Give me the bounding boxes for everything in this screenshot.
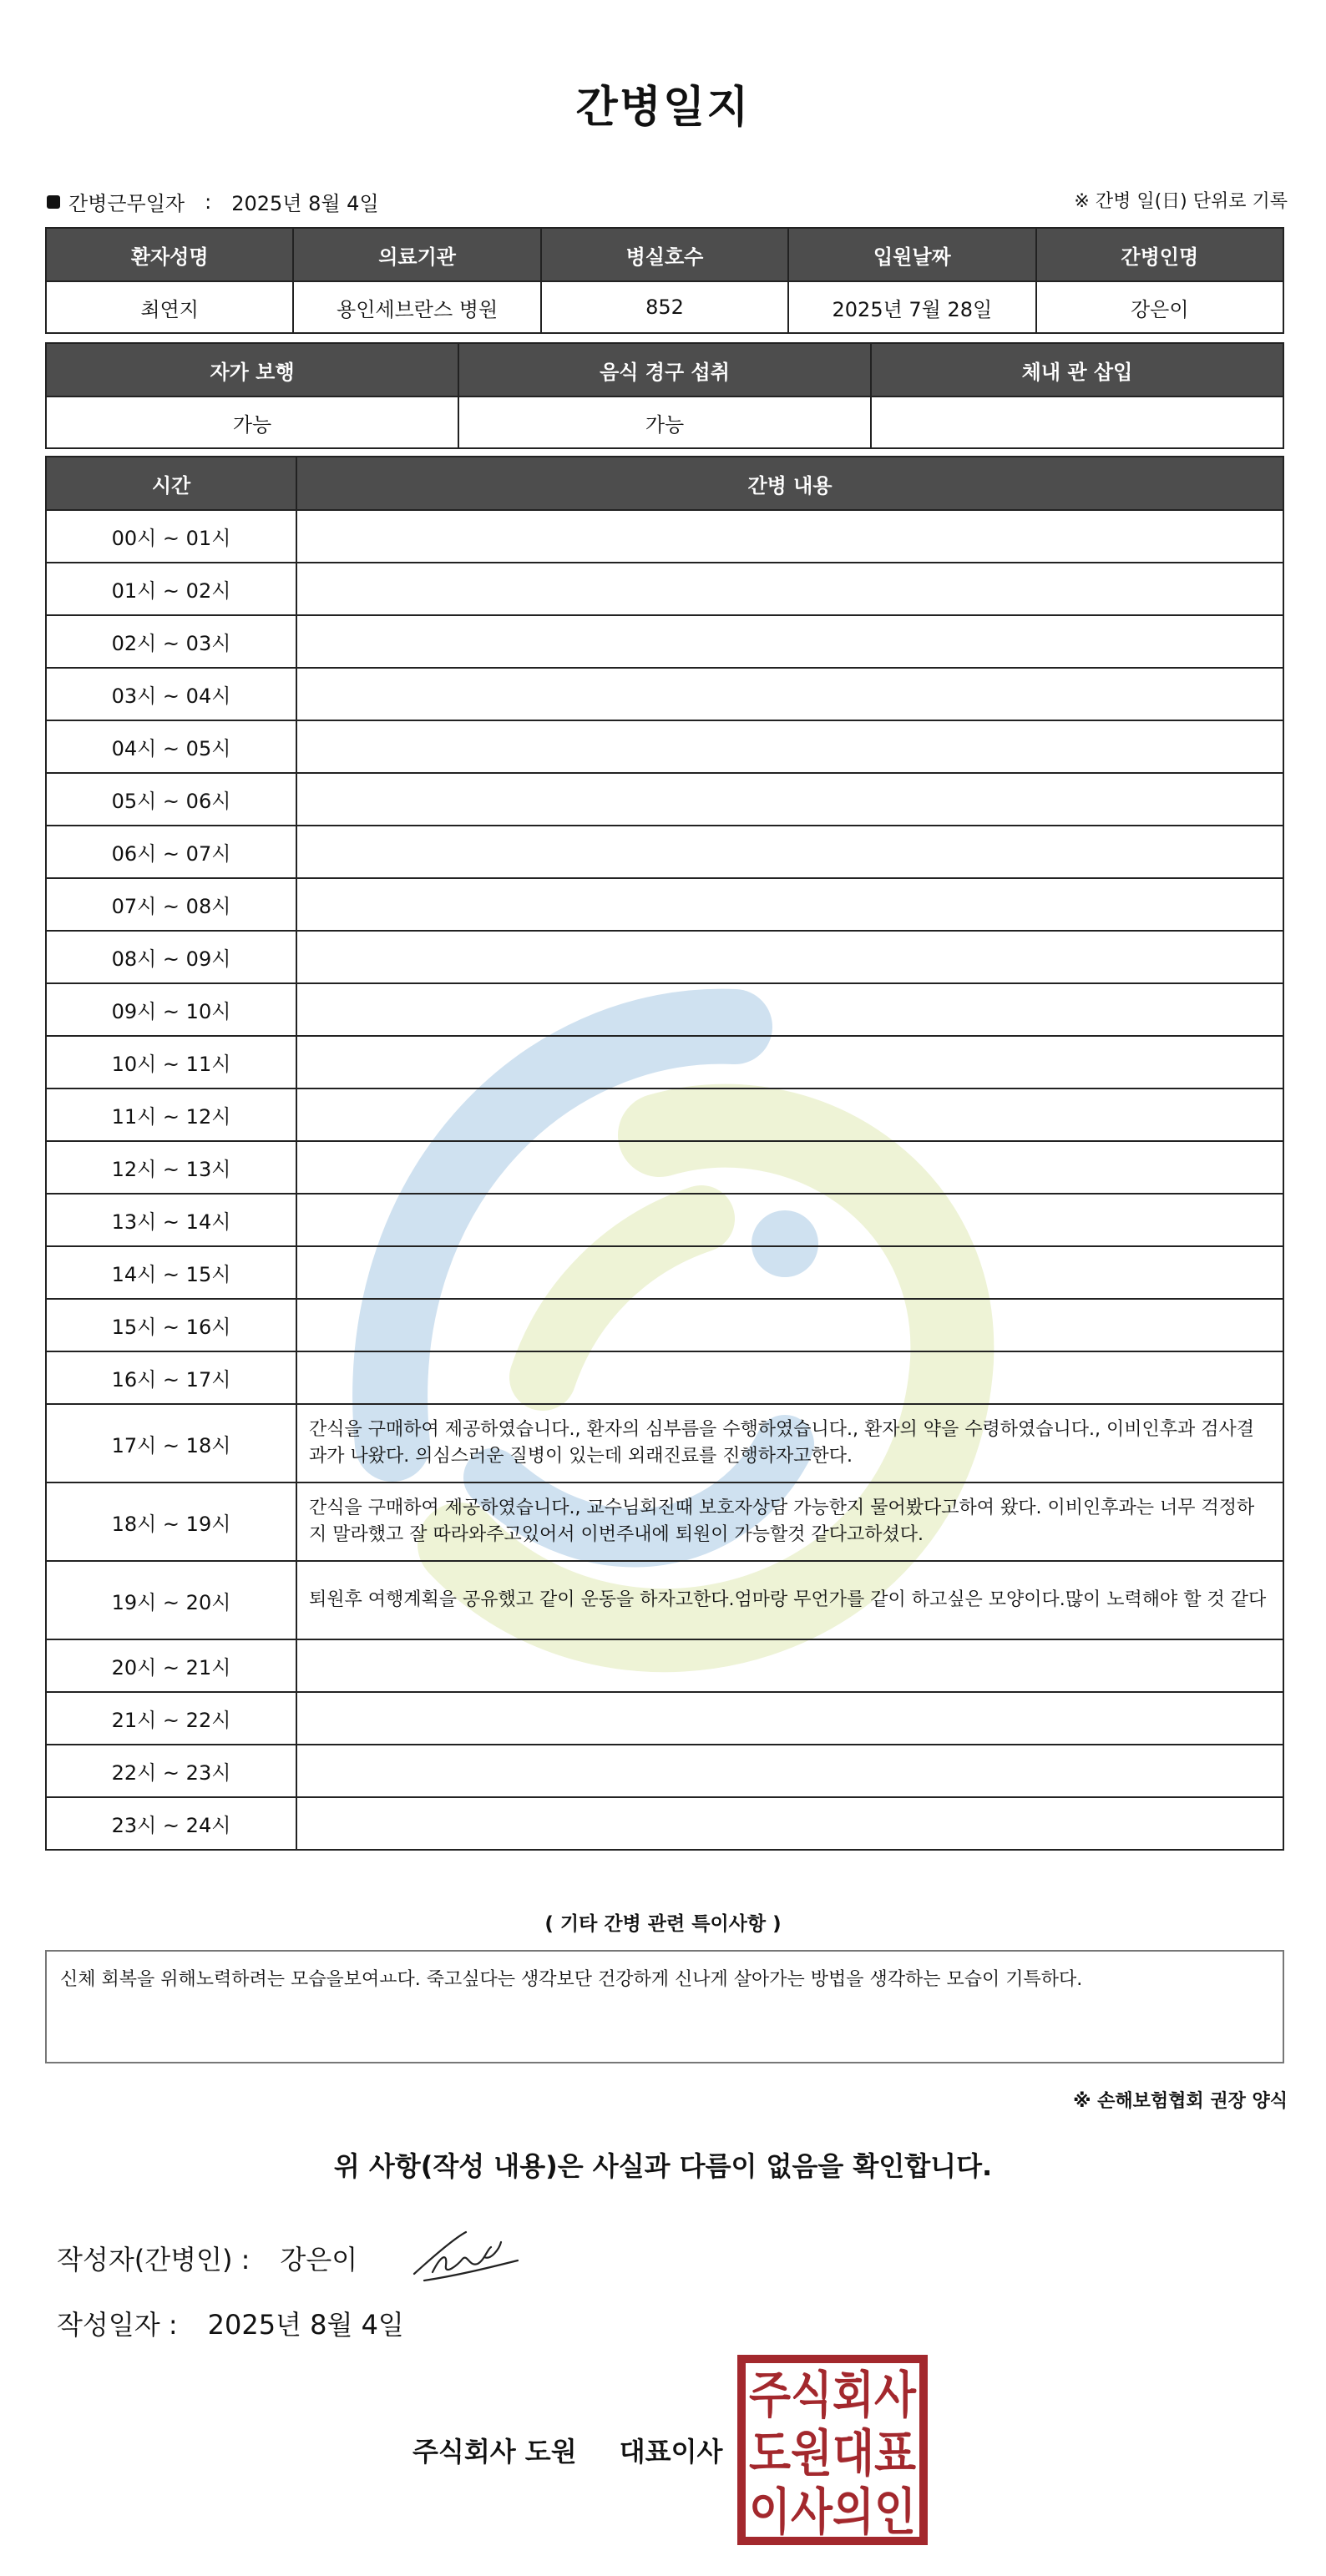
content-cell: 간식을 구매하여 제공하였습니다., 교수님회진때 보호자상담 가능한지 물어봤다고하여 왔다. 이비인후과는 너무 걱정하지 말라했고 잘 따라와주고있어서 이번주내에 퇴원이 가능할것 같다고하셨다. <box>296 1482 1283 1561</box>
form-footnote: ※ 손해보험협회 권장 양식 <box>1073 2091 1288 2112</box>
work-date-colon: : <box>205 189 212 214</box>
content-cell <box>296 1088 1283 1141</box>
time-cell: 12시 ~ 13시 <box>46 1141 296 1194</box>
time-cell: 05시 ~ 06시 <box>46 773 296 826</box>
company-line <box>412 2431 722 2469</box>
table-row <box>46 1561 1283 1639</box>
time-cell: 18시 ~ 19시 <box>46 1482 296 1561</box>
content-cell <box>296 615 1283 668</box>
time-cell: 22시 ~ 23시 <box>46 1745 296 1797</box>
content-cell <box>296 720 1283 773</box>
content-cell <box>296 1246 1283 1299</box>
hospital: 용인세브란스 병원 <box>293 281 540 333</box>
content-cell <box>296 510 1283 563</box>
tube-insertion-status <box>871 397 1283 448</box>
written-date-line <box>57 2304 404 2342</box>
time-cell: 21시 ~ 22시 <box>46 1692 296 1745</box>
confirmation-statement: 위 사항(작성 내용)은 사실과 다름이 없음을 확인합니다. <box>333 2150 993 2182</box>
oral-intake-status: 가능 <box>458 397 871 448</box>
header-tube-insertion: 체내 관 삽입 <box>871 343 1283 397</box>
time-cell: 02시 ~ 03시 <box>46 615 296 668</box>
table-row <box>46 1088 1283 1141</box>
time-cell: 10시 ~ 11시 <box>46 1036 296 1088</box>
table-row <box>46 1745 1283 1797</box>
time-cell: 04시 ~ 05시 <box>46 720 296 773</box>
seal-line-1: 주식회사 <box>749 2366 917 2425</box>
content-cell: 퇴원후 여행계획을 공유했고 같이 운동을 하자고한다.엄마랑 무언가를 같이 하고싶은 모양이다.많이 노력해야 할 것 같다 <box>296 1561 1283 1639</box>
table-row <box>46 1246 1283 1299</box>
time-cell: 11시 ~ 12시 <box>46 1088 296 1141</box>
time-cell: 16시 ~ 17시 <box>46 1351 296 1404</box>
content-cell <box>296 1692 1283 1745</box>
content-cell <box>296 1797 1283 1850</box>
time-cell: 17시 ~ 18시 <box>46 1404 296 1482</box>
content-cell <box>296 931 1283 983</box>
time-cell: 15시 ~ 16시 <box>46 1299 296 1351</box>
header-patient-name: 환자성명 <box>46 228 293 281</box>
time-cell: 09시 ~ 10시 <box>46 983 296 1036</box>
room-number: 852 <box>541 281 788 333</box>
table-row <box>46 1797 1283 1850</box>
work-date-line <box>47 187 379 216</box>
table-row <box>46 1036 1283 1088</box>
time-cell: 01시 ~ 02시 <box>46 563 296 615</box>
content-cell <box>296 1351 1283 1404</box>
time-cell: 20시 ~ 21시 <box>46 1639 296 1692</box>
content-cell <box>296 1299 1283 1351</box>
table-row <box>46 931 1283 983</box>
time-cell: 03시 ~ 04시 <box>46 668 296 720</box>
table-row <box>46 878 1283 931</box>
table-row <box>46 615 1283 668</box>
table-row <box>46 563 1283 615</box>
content-cell <box>296 1036 1283 1088</box>
patient-status-table <box>45 342 1284 449</box>
header-oral-intake: 음식 경구 섭취 <box>458 343 871 397</box>
writer-line <box>57 2239 357 2277</box>
header-walking: 자가 보행 <box>46 343 458 397</box>
written-date-value: 2025년 8월 4일 <box>207 2309 404 2341</box>
table-row <box>46 1299 1283 1351</box>
header-admission-date: 입원날짜 <box>788 228 1035 281</box>
walking-status: 가능 <box>46 397 458 448</box>
patient-name: 최연지 <box>46 281 293 333</box>
time-cell: 19시 ~ 20시 <box>46 1561 296 1639</box>
written-date-label: 작성일자 : <box>57 2309 178 2341</box>
time-cell: 13시 ~ 14시 <box>46 1194 296 1246</box>
content-cell <box>296 668 1283 720</box>
table-row <box>46 1141 1283 1194</box>
table-row <box>46 668 1283 720</box>
table-row <box>46 826 1283 878</box>
content-cell <box>296 1745 1283 1797</box>
bullet-square-icon <box>47 195 60 209</box>
care-log-table <box>45 456 1284 1851</box>
company-rep: 대표이사 <box>619 2436 723 2467</box>
table-row <box>46 1482 1283 1561</box>
company-name: 주식회사 도원 <box>412 2436 577 2467</box>
content-cell <box>296 773 1283 826</box>
page-title: 간병일지 <box>575 83 751 133</box>
header-caregiver: 간병인명 <box>1036 228 1283 281</box>
content-cell <box>296 1639 1283 1692</box>
header-room: 병실호수 <box>541 228 788 281</box>
content-cell <box>296 826 1283 878</box>
admission-date: 2025년 7월 28일 <box>788 281 1035 333</box>
time-cell: 14시 ~ 15시 <box>46 1246 296 1299</box>
content-cell <box>296 878 1283 931</box>
signature-image <box>407 2224 524 2287</box>
notes-title: ( 기타 간병 관련 특이사항 ) <box>544 1913 782 1935</box>
work-date-label: 간병근무일자 <box>68 192 185 215</box>
header-hospital: 의료기관 <box>293 228 540 281</box>
content-cell <box>296 1141 1283 1194</box>
time-cell: 08시 ~ 09시 <box>46 931 296 983</box>
seal-line-3: 이사의인 <box>749 2483 916 2542</box>
time-cell: 00시 ~ 01시 <box>46 510 296 563</box>
work-date-value: 2025년 8월 4일 <box>231 192 379 215</box>
caregiver-name: 강은이 <box>1036 281 1283 333</box>
writer-name: 강은이 <box>280 2244 358 2275</box>
unit-note: ※ 간병 일(日) 단위로 기록 <box>1074 191 1288 212</box>
table-row <box>46 1194 1283 1246</box>
table-row <box>46 720 1283 773</box>
time-cell: 06시 ~ 07시 <box>46 826 296 878</box>
table-row <box>46 773 1283 826</box>
table-row <box>46 1404 1283 1482</box>
content-cell <box>296 563 1283 615</box>
time-cell: 23시 ~ 24시 <box>46 1797 296 1850</box>
table-row <box>46 983 1283 1036</box>
content-cell: 간식을 구매하여 제공하였습니다., 환자의 심부름을 수행하였습니다., 환자의 약을 수령하였습니다., 이비인후과 검사결과가 나왔다. 의심스러운 질병이 있는데 외래진료를 진행하자고한다. <box>296 1404 1283 1482</box>
patient-info-table <box>45 227 1284 334</box>
notes-content: 신체 회복을 위해노력하려는 모습을보여ㅛ다. 죽고싶다는 생각보단 건강하게 신나게 살아가는 방법을 생각하는 모습이 기특하다. <box>45 1950 1284 2063</box>
company-seal-stamp <box>736 2354 929 2546</box>
header-time: 시간 <box>46 457 296 510</box>
content-cell <box>296 983 1283 1036</box>
table-row <box>46 510 1283 563</box>
table-row <box>46 1351 1283 1404</box>
seal-line-2: 도원대표 <box>749 2425 917 2483</box>
content-cell <box>296 1194 1283 1246</box>
table-row <box>46 1639 1283 1692</box>
table-row <box>46 1692 1283 1745</box>
writer-label: 작성자(간병인) : <box>57 2244 251 2275</box>
time-cell: 07시 ~ 08시 <box>46 878 296 931</box>
header-content: 간병 내용 <box>296 457 1283 510</box>
